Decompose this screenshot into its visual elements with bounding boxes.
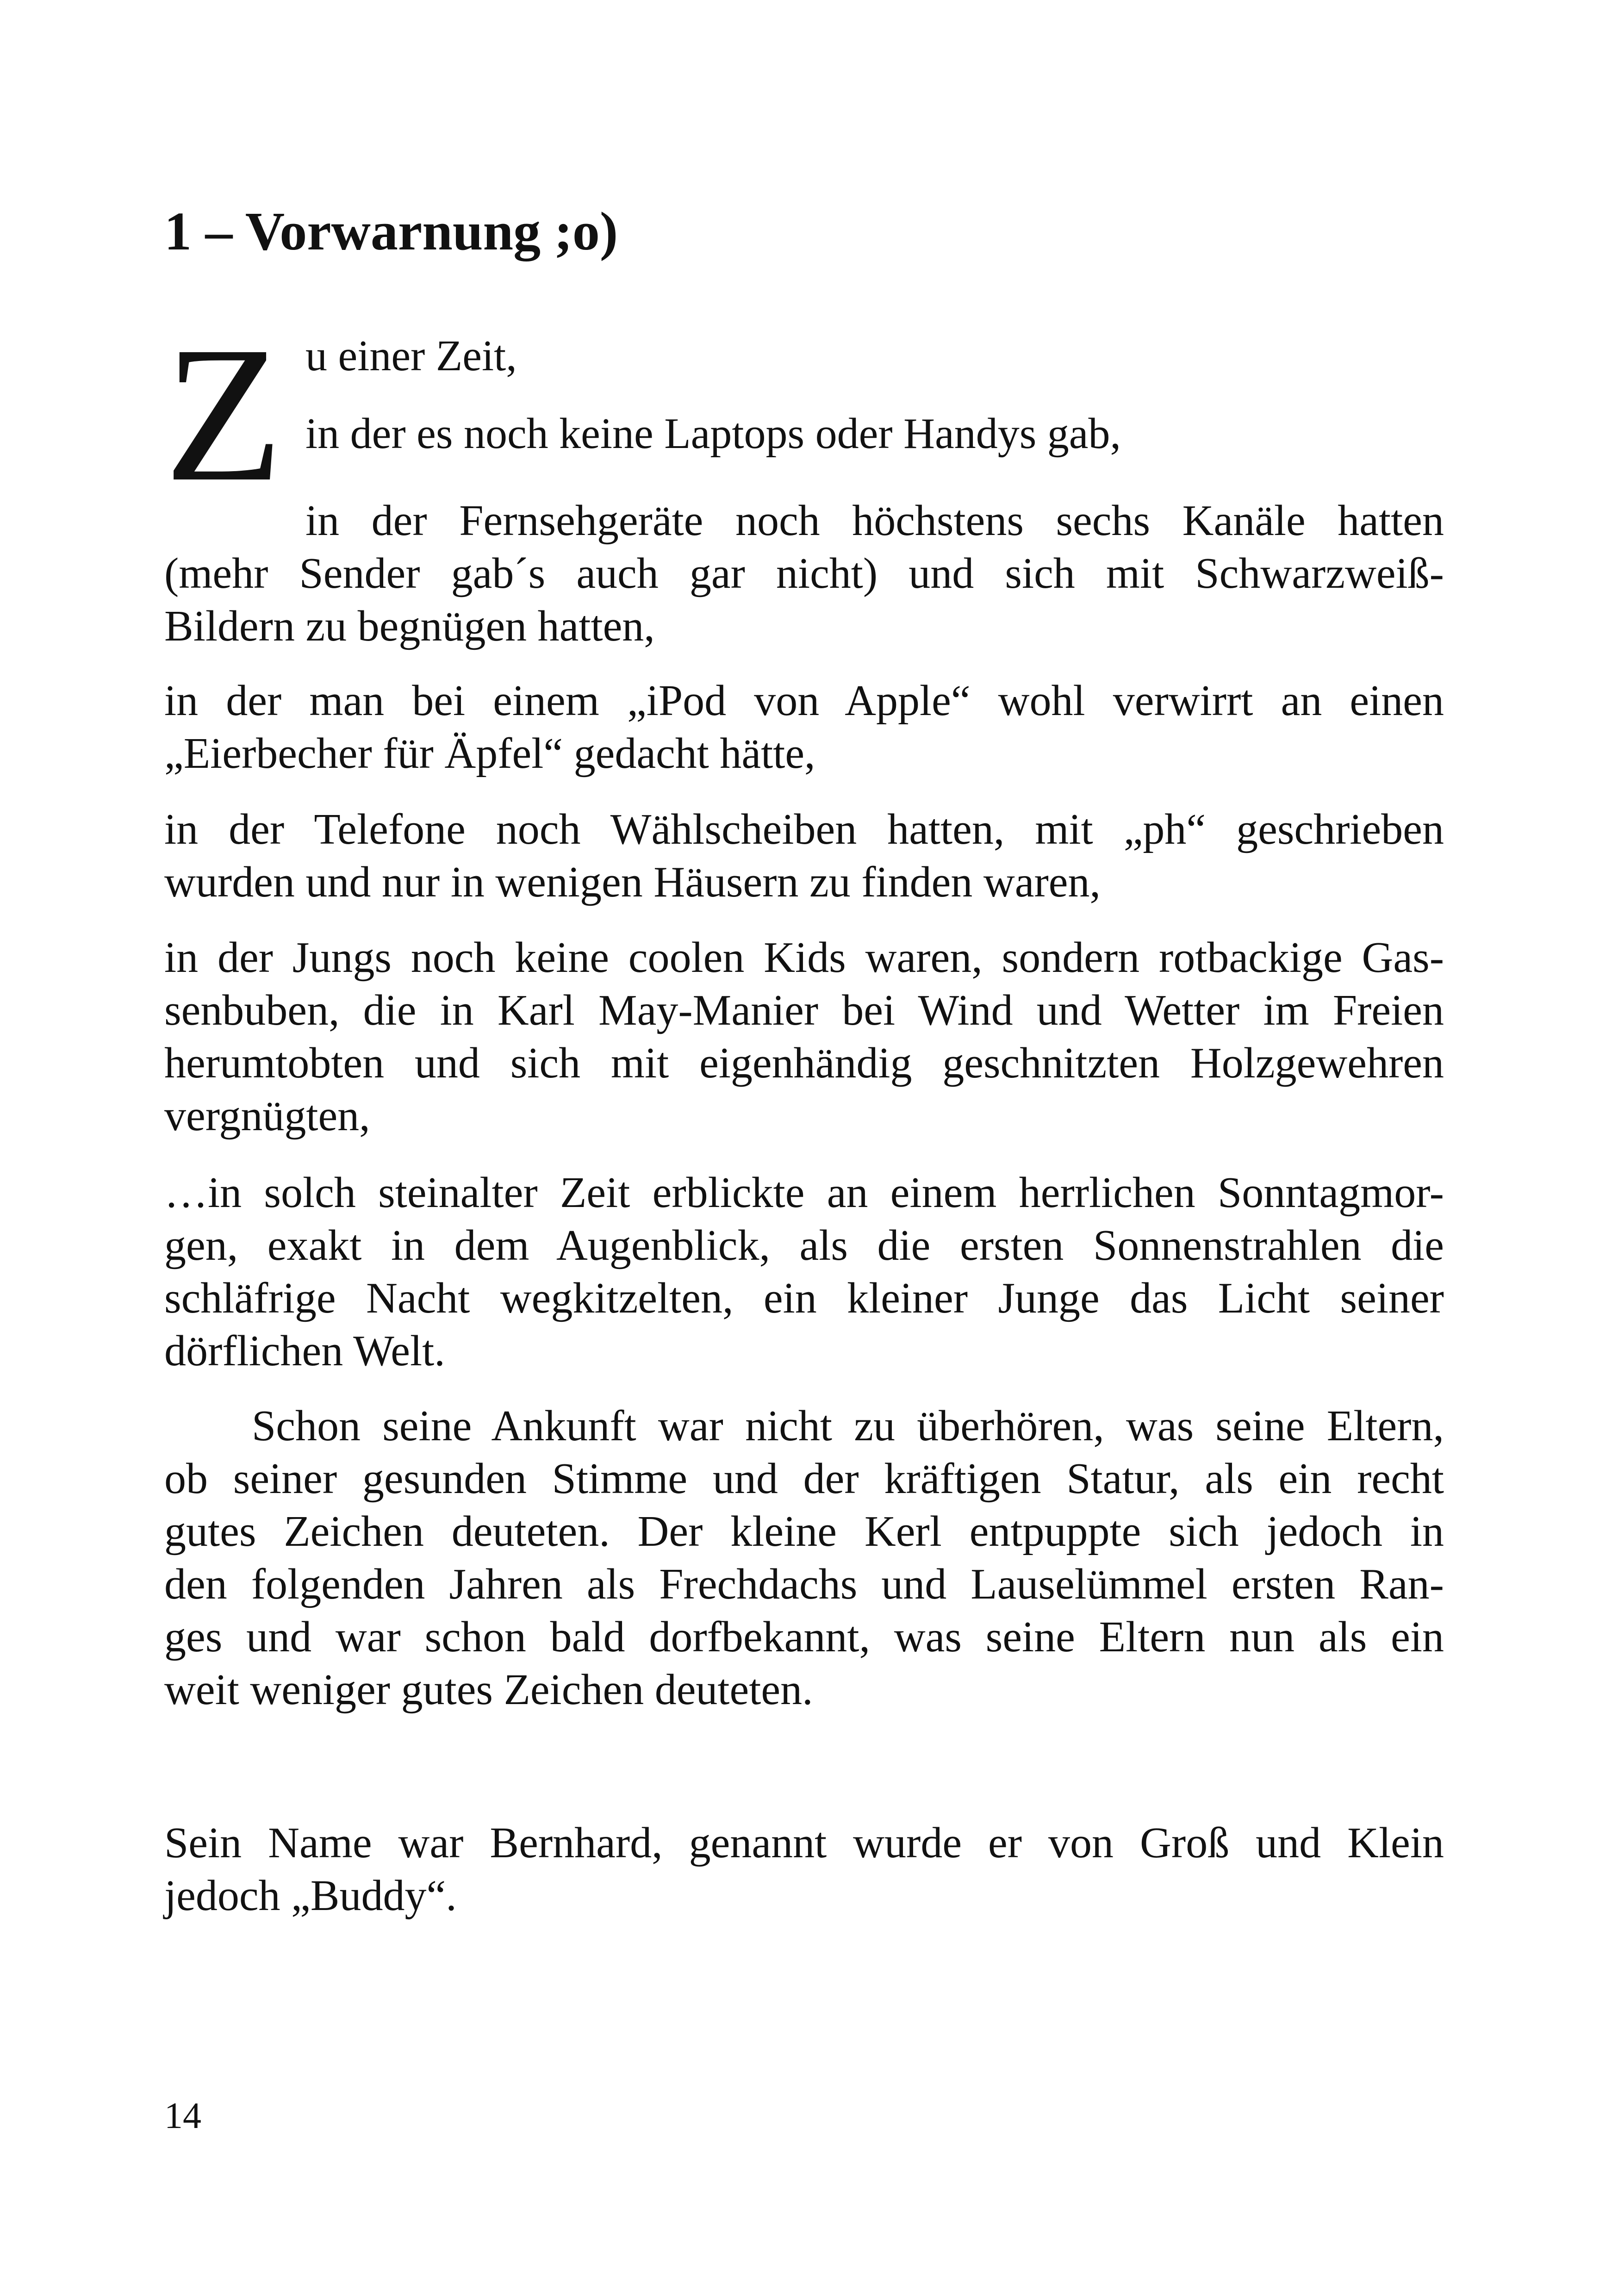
- paragraph-line: weit weniger gutes Zeichen deuteten.: [164, 1666, 813, 1714]
- paragraph-birth: [164, 1166, 1444, 1377]
- opening-line-3: [305, 494, 1444, 547]
- paragraph-arrival: [164, 1400, 1444, 1716]
- paragraph-line: in der Jungs noch keine coolen Kids waren, sondern rotbackige Gas-: [164, 933, 1444, 982]
- paragraph-line: dörflichen Welt.: [164, 1327, 445, 1375]
- paragraph-line: (mehr Sender gab´s auch gar nicht) und sich mit Schwarzweiß-: [164, 549, 1444, 597]
- paragraph-line: ges und war schon bald dorfbekannt, was seine Eltern nun als ein: [164, 1613, 1444, 1661]
- paragraph-line: gutes Zeichen deuteten. Der kleine Kerl entpuppte sich jedoch in: [164, 1507, 1444, 1556]
- paragraph-line: den folgenden Jahren als Frechdachs und Lauselümmel ersten Ran-: [164, 1560, 1444, 1608]
- paragraph-ipod: [164, 674, 1444, 780]
- opening-line-1: u einer Zeit,: [305, 332, 517, 380]
- page-number: 14: [164, 2096, 201, 2136]
- paragraph-line: gen, exakt in dem Augenblick, als die ersten Sonnenstrahlen die: [164, 1221, 1444, 1269]
- paragraph-line: Bildern zu begnügen hatten,: [164, 602, 655, 650]
- paragraph-line: vergnügten,: [164, 1092, 370, 1140]
- paragraph-name: [164, 1817, 1444, 1922]
- paragraph-line: herumtobten und sich mit eigenhändig geschnitzten Holzgewehren: [164, 1039, 1444, 1087]
- paragraph-kids: [164, 931, 1444, 1142]
- paragraph-tv: [164, 547, 1444, 653]
- chapter-title: 1 – Vorwarnung ;o): [164, 201, 618, 261]
- paragraph-line: schläfrige Nacht wegkitzelten, ein kleiner Junge das Licht seiner: [164, 1274, 1444, 1322]
- paragraph-line: …in solch steinalter Zeit erblickte an einem herrlichen Sonntagmor-: [164, 1169, 1444, 1217]
- paragraph-line: wurden und nur in wenigen Häusern zu finden waren,: [164, 858, 1101, 906]
- paragraph-line: jedoch „Buddy“.: [164, 1872, 457, 1920]
- paragraph-line: in der man bei einem „iPod von Apple“ wohl verwirrt an einen: [164, 677, 1444, 725]
- opening-line-3-text: in der Fernsehgeräte noch höchstens sechs Kanäle hatten: [305, 497, 1444, 545]
- paragraph-line: Schon seine Ankunft war nicht zu überhören, was seine Eltern,: [164, 1402, 1444, 1450]
- paragraph-line: „Eierbecher für Äpfel“ gedacht hätte,: [164, 729, 815, 778]
- paragraph-line: ob seiner gesunden Stimme und der kräftigen Statur, als ein recht: [164, 1455, 1444, 1503]
- drop-cap-letter: Z: [164, 306, 283, 522]
- paragraph-phone: [164, 803, 1444, 908]
- opening-line-2: in der es noch keine Laptops oder Handys gab,: [305, 410, 1121, 458]
- paragraph-line: Sein Name war Bernhard, genannt wurde er von Groß und Klein: [164, 1819, 1444, 1867]
- paragraph-line: in der Telefone noch Wählscheiben hatten, mit „ph“ geschrieben: [164, 805, 1444, 853]
- paragraph-line: senbuben, die in Karl May-Manier bei Wind und Wetter im Freien: [164, 986, 1444, 1034]
